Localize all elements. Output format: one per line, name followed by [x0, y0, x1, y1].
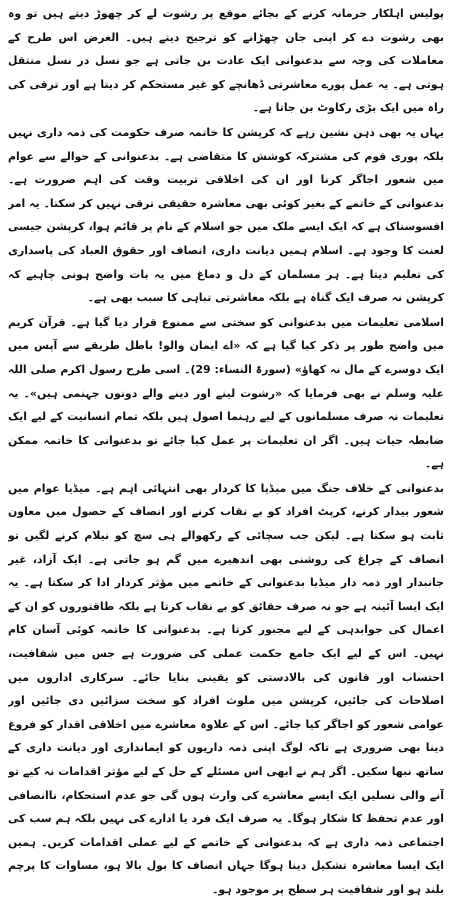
- article-paragraph-3: اسلامی تعلیمات میں بدعنوانی کو سختی سے ممنوع قرار دیا گیا ہے۔ قرآن کریم میں واضح طور پر ذکر کیا گیا ہے کہ «اے ایمان والو! باطل طریقے سے آپس میں ایک دوسرے کے مال نہ کھاؤ» (سورۃ النساء: 29)۔ اسی طرح رسول اکرم صلی اللہ علیہ وسلم نے بھی فرمایا کہ «رشوت لینے اور دینے والے دونوں جہنمی ہیں»۔ یہ تعلیمات نہ صرف مسلمانوں کے لیے رہنما اصول ہیں بلکہ تمام انسانیت کے لیے ایک ضابطہ حیات ہیں۔ اگر ان تعلیمات پر عمل کیا جائے تو بدعنوانی کا خاتمہ ممکن ہے۔: [8, 315, 444, 471]
- article-paragraph-4: بدعنوانی کے خلاف جنگ میں میڈیا کا کردار بھی انتہائی اہم ہے۔ میڈیا عوام میں شعور بیدار کرنے، کرپٹ افراد کو بے نقاب کرنے اور انصاف کے حصول میں معاون ثابت ہو سکتا ہے۔ لیکن جب سچائی کے رکھوالے ہی سچ کو نیلام کرنے لگیں تو انصاف کے چراغ کی روشنی بھی اندھیرے میں گم ہو جاتی ہے۔ ایک آزاد، غیر جانبدار اور ذمہ دار میڈیا بدعنوانی کے خاتمے میں مؤثر کردار ادا کر سکتا ہے۔ یہ ایک ایسا آئینہ ہے جو نہ صرف حقائق کو بے نقاب کرتا ہے بلکہ طاقتوروں کو ان کے اعمال کی جوابدہی کے لیے مجبور کرتا ہے۔ بدعنوانی کا خاتمہ کوئی آسان کام نہیں۔ اس کے لیے ایک جامع حکمت عملی کی ضرورت ہے جس میں شفافیت، احتساب اور قانون کی بالادستی کو یقینی بنایا جائے۔ سرکاری اداروں میں اصلاحات کی جائیں، کرپشن میں ملوث افراد کو سخت سزائیں دی جائیں اور عوامی شعور کو اجاگر کیا جائے۔ اس کے علاوہ معاشرے میں اخلاقی اقدار کو فروغ دینا بھی ضروری ہے تاکہ لوگ اپنی ذمہ داریوں کو ایمانداری اور دیانت داری کے ساتھ نبھا سکیں۔ اگر ہم نے ابھی اس مسئلے کے حل کے لیے مؤثر اقدامات نہ کیے تو آنے والی نسلیں ایک ایسے معاشرے کی وارث ہوں گی جو عدم استحکام، ناانصافی اور عدم تحفظ کا شکار ہوگا۔ یہ صرف ایک فرد یا ادارے کی نہیں بلکہ ہم سب کی اجتماعی ذمہ داری ہے کہ بدعنوانی کے خاتمے کے لیے عملی اقدامات کریں۔ ہمیں ایک ایسا معاشرہ تشکیل دینا ہوگا جہاں انصاف کا بول بالا ہو، مساوات کا پرچم بلند ہو اور شفافیت ہر سطح پر موجود ہو۔: [8, 481, 444, 896]
- article-paragraph-2: یہاں یہ بھی ذہن نشین رہے کہ کرپشن کا خاتمہ صرف حکومت کی ذمہ داری نہیں بلکہ پوری قوم کی مشترکہ کوشش کا متقاضی ہے۔ بدعنوانی کے حوالے سے عوام میں شعور اجاگر کرنا اور ان کی اخلاقی تربیت وقت کی اہم ضرورت ہے۔ بدعنوانی کے خاتمے کے بغیر کوئی بھی معاشرہ حقیقی ترقی نہیں کر سکتا۔ یہ امر افسوسناک ہے کہ ایک ایسے ملک میں جو اسلام کے نام پر قائم ہوا، کرپشن جیسی لعنت کا وجود ہے۔ اسلام ہمیں دیانت داری، انصاف اور حقوق العباد کی پاسداری کی تعلیم دیتا ہے۔ ہر مسلمان کے دل و دماغ میں یہ بات واضح ہونی چاہیے کہ کرپشن نہ صرف ایک گناہ ہے بلکہ معاشرتی تباہی کا سبب بھی ہے۔: [8, 125, 444, 305]
- article-paragraph-1: پولیس اہلکار جرمانہ کرنے کے بجائے موقع پر رشوت لے کر چھوڑ دیتے ہیں تو وہ بھی رشوت دے کر اپنی جان چھڑانے کو ترجیح دیتے ہیں۔ الغرض اس طرح کے معاملات کی وجہ سے بدعنوانی ایک عادت بن جاتی ہے جو نسل در نسل منتقل ہوتی ہے۔ یہ عمل پورے معاشرتی ڈھانچے کو غیر مستحکم کر دیتا ہے اور ترقی کی راہ میں ایک بڑی رکاوٹ بن جاتا ہے۔: [8, 7, 444, 115]
